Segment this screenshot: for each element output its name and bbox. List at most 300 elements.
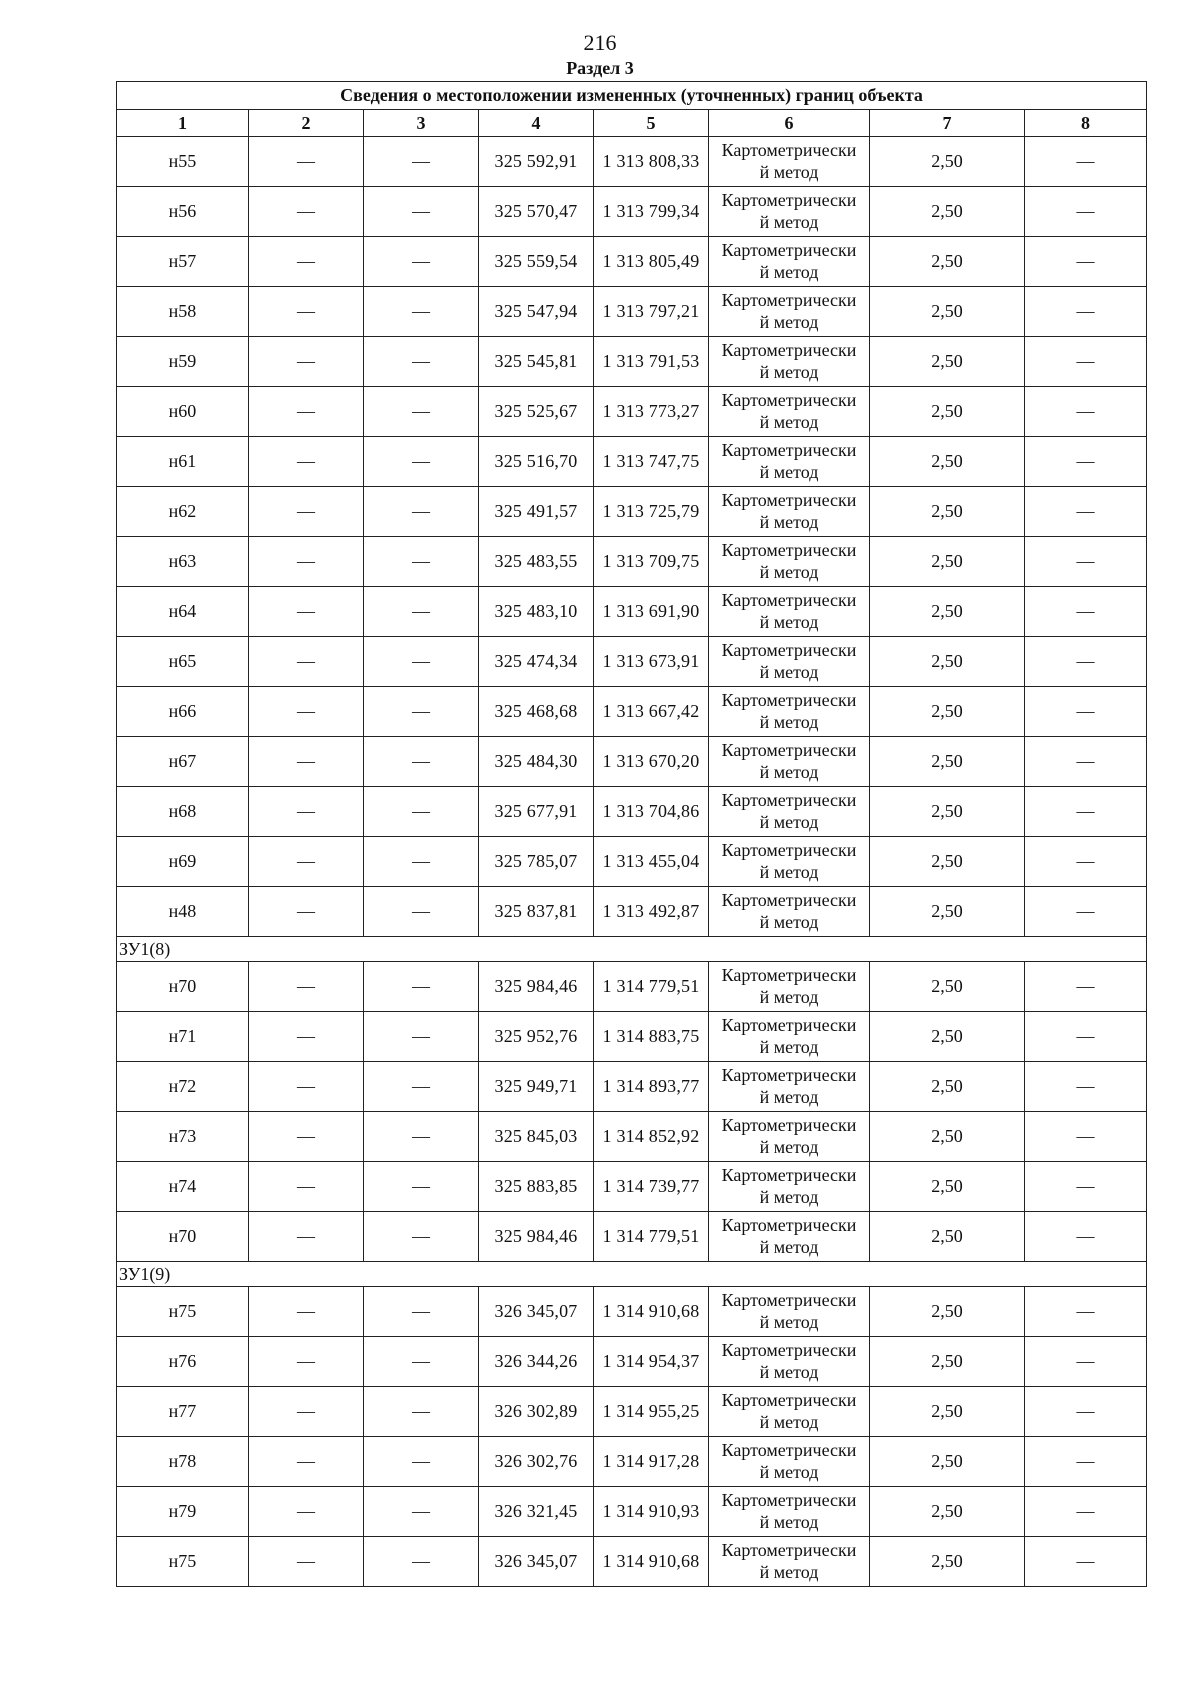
x-coordinate-cell: 325 484,30 <box>479 737 594 787</box>
method-cell <box>709 1487 870 1537</box>
dash-cell: — <box>1025 387 1147 437</box>
method-line-1: Картометрически <box>721 489 857 510</box>
dash-cell: — <box>249 1012 364 1062</box>
point-cell: н79 <box>117 1487 249 1537</box>
dash-cell: — <box>1025 287 1147 337</box>
x-coordinate-cell: 325 677,91 <box>479 787 594 837</box>
accuracy-cell: 2,50 <box>870 1012 1025 1062</box>
dash-cell: — <box>364 537 479 587</box>
x-coordinate-cell: 325 525,67 <box>479 387 594 437</box>
method-cell <box>709 1012 870 1062</box>
accuracy-cell: 2,50 <box>870 337 1025 387</box>
group-row <box>117 937 1147 962</box>
column-number: 4 <box>479 110 594 137</box>
accuracy-cell: 2,50 <box>870 287 1025 337</box>
point-cell: н68 <box>117 787 249 837</box>
dash-cell: — <box>364 1387 479 1437</box>
x-coordinate-cell: 325 883,85 <box>479 1162 594 1212</box>
dash-cell: — <box>1025 737 1147 787</box>
table-row <box>117 887 1147 937</box>
accuracy-cell: 2,50 <box>870 537 1025 587</box>
group-row <box>117 1262 1147 1287</box>
point-cell: н67 <box>117 737 249 787</box>
method-line-2: й метод <box>759 986 819 1007</box>
y-coordinate-cell: 1 313 709,75 <box>594 537 709 587</box>
accuracy-cell: 2,50 <box>870 1062 1025 1112</box>
dash-cell: — <box>1025 887 1147 937</box>
dash-cell: — <box>364 887 479 937</box>
table-row <box>117 837 1147 887</box>
y-coordinate-cell: 1 314 779,51 <box>594 1212 709 1262</box>
method-cell <box>709 787 870 837</box>
point-cell: н78 <box>117 1437 249 1487</box>
method-cell <box>709 587 870 637</box>
x-coordinate-cell: 325 474,34 <box>479 637 594 687</box>
dash-cell: — <box>249 687 364 737</box>
method-line-2: й метод <box>759 1136 819 1157</box>
dash-cell: — <box>249 837 364 887</box>
accuracy-cell: 2,50 <box>870 687 1025 737</box>
dash-cell: — <box>249 1537 364 1587</box>
method-line-2: й метод <box>759 161 819 182</box>
point-cell: н70 <box>117 962 249 1012</box>
table-row <box>117 1062 1147 1112</box>
table-row <box>117 337 1147 387</box>
method-line-1: Картометрически <box>721 1164 857 1185</box>
method-line-1: Картометрически <box>721 789 857 810</box>
method-line-2: й метод <box>759 261 819 282</box>
method-line-2: й метод <box>759 611 819 632</box>
column-number: 8 <box>1025 110 1147 137</box>
dash-cell: — <box>249 237 364 287</box>
y-coordinate-cell: 1 313 673,91 <box>594 637 709 687</box>
method-cell <box>709 1287 870 1337</box>
method-line-1: Картометрически <box>721 389 857 410</box>
point-cell: н74 <box>117 1162 249 1212</box>
dash-cell: — <box>364 487 479 537</box>
dash-cell: — <box>364 187 479 237</box>
method-line-1: Картометрически <box>721 539 857 560</box>
method-line-2: й метод <box>759 411 819 432</box>
method-line-2: й метод <box>759 711 819 732</box>
x-coordinate-cell: 325 545,81 <box>479 337 594 387</box>
method-line-2: й метод <box>759 1361 819 1382</box>
method-cell <box>709 187 870 237</box>
y-coordinate-cell: 1 313 797,21 <box>594 287 709 337</box>
table-row <box>117 1287 1147 1337</box>
dash-cell: — <box>1025 1212 1147 1262</box>
dash-cell: — <box>249 787 364 837</box>
method-line-2: й метод <box>759 1036 819 1057</box>
dash-cell: — <box>1025 537 1147 587</box>
dash-cell: — <box>364 637 479 687</box>
x-coordinate-cell: 326 302,89 <box>479 1387 594 1437</box>
method-line-1: Картометрически <box>721 1014 857 1035</box>
accuracy-cell: 2,50 <box>870 437 1025 487</box>
table-row <box>117 1337 1147 1387</box>
x-coordinate-cell: 325 516,70 <box>479 437 594 487</box>
method-line-1: Картометрически <box>721 964 857 985</box>
x-coordinate-cell: 326 345,07 <box>479 1287 594 1337</box>
dash-cell: — <box>364 1112 479 1162</box>
dash-cell: — <box>364 787 479 837</box>
accuracy-cell: 2,50 <box>870 137 1025 187</box>
method-line-1: Картометрически <box>721 1439 857 1460</box>
column-number-row <box>117 110 1147 137</box>
method-cell <box>709 537 870 587</box>
dash-cell: — <box>1025 1387 1147 1437</box>
table-body <box>117 82 1147 1587</box>
point-cell: н59 <box>117 337 249 387</box>
point-cell: н62 <box>117 487 249 537</box>
y-coordinate-cell: 1 314 739,77 <box>594 1162 709 1212</box>
column-number: 1 <box>117 110 249 137</box>
y-coordinate-cell: 1 313 455,04 <box>594 837 709 887</box>
point-cell: н70 <box>117 1212 249 1262</box>
method-cell <box>709 1437 870 1487</box>
dash-cell: — <box>1025 1112 1147 1162</box>
method-line-2: й метод <box>759 1186 819 1207</box>
dash-cell: — <box>249 1212 364 1262</box>
method-line-2: й метод <box>759 911 819 932</box>
table-row <box>117 1487 1147 1537</box>
point-cell: н61 <box>117 437 249 487</box>
method-line-2: й метод <box>759 1511 819 1532</box>
table-row <box>117 1162 1147 1212</box>
x-coordinate-cell: 326 345,07 <box>479 1537 594 1587</box>
table-row <box>117 737 1147 787</box>
accuracy-cell: 2,50 <box>870 1337 1025 1387</box>
dash-cell: — <box>249 137 364 187</box>
x-coordinate-cell: 326 302,76 <box>479 1437 594 1487</box>
page-number: 216 <box>583 30 617 55</box>
group-label: ЗУ1(9) <box>117 1262 1147 1287</box>
method-cell <box>709 737 870 787</box>
method-line-2: й метод <box>759 861 819 882</box>
table-row <box>117 237 1147 287</box>
accuracy-cell: 2,50 <box>870 387 1025 437</box>
group-label: ЗУ1(8) <box>117 937 1147 962</box>
table-caption-row <box>117 82 1147 110</box>
accuracy-cell: 2,50 <box>870 887 1025 937</box>
method-cell <box>709 1537 870 1587</box>
dash-cell: — <box>249 387 364 437</box>
accuracy-cell: 2,50 <box>870 1112 1025 1162</box>
y-coordinate-cell: 1 314 779,51 <box>594 962 709 1012</box>
dash-cell: — <box>249 537 364 587</box>
dash-cell: — <box>1025 1437 1147 1487</box>
accuracy-cell: 2,50 <box>870 1487 1025 1537</box>
table-row <box>117 1112 1147 1162</box>
y-coordinate-cell: 1 314 954,37 <box>594 1337 709 1387</box>
y-coordinate-cell: 1 313 791,53 <box>594 337 709 387</box>
method-line-2: й метод <box>759 1561 819 1582</box>
dash-cell: — <box>364 1162 479 1212</box>
x-coordinate-cell: 325 837,81 <box>479 887 594 937</box>
table-row <box>117 537 1147 587</box>
accuracy-cell: 2,50 <box>870 1287 1025 1337</box>
point-cell: н75 <box>117 1537 249 1587</box>
dash-cell: — <box>1025 1287 1147 1337</box>
dash-cell: — <box>1025 487 1147 537</box>
point-cell: н65 <box>117 637 249 687</box>
method-line-1: Картометрически <box>721 439 857 460</box>
table-row <box>117 787 1147 837</box>
dash-cell: — <box>1025 337 1147 387</box>
table-row <box>117 387 1147 437</box>
method-line-2: й метод <box>759 811 819 832</box>
accuracy-cell: 2,50 <box>870 237 1025 287</box>
method-line-1: Картометрически <box>721 189 857 210</box>
dash-cell: — <box>249 1437 364 1487</box>
method-line-2: й метод <box>759 561 819 582</box>
point-cell: н55 <box>117 137 249 187</box>
table-caption: Сведения о местоположении измененных (уточненных) границ объекта <box>117 82 1147 110</box>
y-coordinate-cell: 1 313 773,27 <box>594 387 709 437</box>
x-coordinate-cell: 325 468,68 <box>479 687 594 737</box>
dash-cell: — <box>364 337 479 387</box>
accuracy-cell: 2,50 <box>870 1212 1025 1262</box>
table-row <box>117 637 1147 687</box>
y-coordinate-cell: 1 313 667,42 <box>594 687 709 737</box>
boundary-coordinates-table <box>116 81 1147 1587</box>
dash-cell: — <box>1025 687 1147 737</box>
x-coordinate-cell: 325 984,46 <box>479 1212 594 1262</box>
accuracy-cell: 2,50 <box>870 787 1025 837</box>
dash-cell: — <box>1025 187 1147 237</box>
x-coordinate-cell: 325 952,76 <box>479 1012 594 1062</box>
method-line-1: Картометрически <box>721 1064 857 1085</box>
method-line-1: Картометрически <box>721 1214 857 1235</box>
method-line-1: Картометрически <box>721 1489 857 1510</box>
y-coordinate-cell: 1 313 704,86 <box>594 787 709 837</box>
x-coordinate-cell: 325 592,91 <box>479 137 594 187</box>
dash-cell: — <box>364 837 479 887</box>
method-cell <box>709 387 870 437</box>
dash-cell: — <box>249 587 364 637</box>
method-line-1: Картометрически <box>721 1339 857 1360</box>
table-row <box>117 487 1147 537</box>
x-coordinate-cell: 325 570,47 <box>479 187 594 237</box>
column-number: 5 <box>594 110 709 137</box>
dash-cell: — <box>249 1062 364 1112</box>
dash-cell: — <box>1025 787 1147 837</box>
dash-cell: — <box>1025 1537 1147 1587</box>
table-row <box>117 187 1147 237</box>
y-coordinate-cell: 1 314 917,28 <box>594 1437 709 1487</box>
dash-cell: — <box>249 637 364 687</box>
table-row <box>117 687 1147 737</box>
dash-cell: — <box>1025 1337 1147 1387</box>
dash-cell: — <box>364 1537 479 1587</box>
x-coordinate-cell: 325 785,07 <box>479 837 594 887</box>
accuracy-cell: 2,50 <box>870 1162 1025 1212</box>
dash-cell: — <box>364 1437 479 1487</box>
method-line-2: й метод <box>759 311 819 332</box>
accuracy-cell: 2,50 <box>870 1437 1025 1487</box>
accuracy-cell: 2,50 <box>870 837 1025 887</box>
method-cell <box>709 687 870 737</box>
table-row <box>117 1437 1147 1487</box>
dash-cell: — <box>364 737 479 787</box>
y-coordinate-cell: 1 313 670,20 <box>594 737 709 787</box>
point-cell: н64 <box>117 587 249 637</box>
table-row <box>117 437 1147 487</box>
dash-cell: — <box>1025 637 1147 687</box>
method-line-1: Картометрически <box>721 289 857 310</box>
dash-cell: — <box>364 687 479 737</box>
dash-cell: — <box>1025 962 1147 1012</box>
dash-cell: — <box>364 287 479 337</box>
accuracy-cell: 2,50 <box>870 737 1025 787</box>
dash-cell: — <box>364 1337 479 1387</box>
method-line-1: Картометрически <box>721 889 857 910</box>
dash-cell: — <box>249 287 364 337</box>
dash-cell: — <box>1025 1062 1147 1112</box>
accuracy-cell: 2,50 <box>870 587 1025 637</box>
point-cell: н48 <box>117 887 249 937</box>
table-row <box>117 587 1147 637</box>
x-coordinate-cell: 325 984,46 <box>479 962 594 1012</box>
dash-cell: — <box>364 587 479 637</box>
method-line-1: Картометрически <box>721 239 857 260</box>
method-cell <box>709 487 870 537</box>
dash-cell: — <box>364 1062 479 1112</box>
x-coordinate-cell: 325 483,10 <box>479 587 594 637</box>
method-line-1: Картометрически <box>721 639 857 660</box>
method-line-2: й метод <box>759 661 819 682</box>
method-cell <box>709 1162 870 1212</box>
accuracy-cell: 2,50 <box>870 1387 1025 1437</box>
dash-cell: — <box>249 187 364 237</box>
dash-cell: — <box>1025 837 1147 887</box>
method-line-1: Картометрически <box>721 1389 857 1410</box>
dash-cell: — <box>1025 1487 1147 1537</box>
method-line-1: Картометрически <box>721 739 857 760</box>
y-coordinate-cell: 1 314 955,25 <box>594 1387 709 1437</box>
column-number: 6 <box>709 110 870 137</box>
accuracy-cell: 2,50 <box>870 637 1025 687</box>
dash-cell: — <box>249 1287 364 1337</box>
y-coordinate-cell: 1 313 492,87 <box>594 887 709 937</box>
accuracy-cell: 2,50 <box>870 1537 1025 1587</box>
dash-cell: — <box>364 1287 479 1337</box>
y-coordinate-cell: 1 314 910,68 <box>594 1287 709 1337</box>
x-coordinate-cell: 326 344,26 <box>479 1337 594 1387</box>
method-line-2: й метод <box>759 361 819 382</box>
point-cell: н69 <box>117 837 249 887</box>
dash-cell: — <box>249 1487 364 1537</box>
method-line-1: Картометрически <box>721 339 857 360</box>
method-line-2: й метод <box>759 461 819 482</box>
y-coordinate-cell: 1 313 808,33 <box>594 137 709 187</box>
point-cell: н58 <box>117 287 249 337</box>
point-cell: н72 <box>117 1062 249 1112</box>
y-coordinate-cell: 1 314 893,77 <box>594 1062 709 1112</box>
y-coordinate-cell: 1 313 805,49 <box>594 237 709 287</box>
y-coordinate-cell: 1 313 799,34 <box>594 187 709 237</box>
y-coordinate-cell: 1 314 910,93 <box>594 1487 709 1537</box>
x-coordinate-cell: 325 949,71 <box>479 1062 594 1112</box>
method-cell <box>709 1062 870 1112</box>
dash-cell: — <box>1025 1012 1147 1062</box>
method-line-2: й метод <box>759 1311 819 1332</box>
table-row <box>117 1387 1147 1437</box>
method-cell <box>709 837 870 887</box>
method-line-2: й метод <box>759 1086 819 1107</box>
dash-cell: — <box>1025 1162 1147 1212</box>
dash-cell: — <box>1025 237 1147 287</box>
method-cell <box>709 962 870 1012</box>
point-cell: н60 <box>117 387 249 437</box>
point-cell: н76 <box>117 1337 249 1387</box>
table-row <box>117 1537 1147 1587</box>
method-cell <box>709 1212 870 1262</box>
y-coordinate-cell: 1 313 691,90 <box>594 587 709 637</box>
dash-cell: — <box>1025 437 1147 487</box>
method-cell <box>709 1112 870 1162</box>
table-row <box>117 287 1147 337</box>
x-coordinate-cell: 325 845,03 <box>479 1112 594 1162</box>
method-line-1: Картометрически <box>721 1289 857 1310</box>
method-cell <box>709 237 870 287</box>
dash-cell: — <box>364 437 479 487</box>
method-line-2: й метод <box>759 761 819 782</box>
column-number: 7 <box>870 110 1025 137</box>
dash-cell: — <box>364 1487 479 1537</box>
column-number: 3 <box>364 110 479 137</box>
accuracy-cell: 2,50 <box>870 187 1025 237</box>
method-line-1: Картометрически <box>721 139 857 160</box>
method-line-2: й метод <box>759 211 819 232</box>
accuracy-cell: 2,50 <box>870 487 1025 537</box>
point-cell: н71 <box>117 1012 249 1062</box>
x-coordinate-cell: 326 321,45 <box>479 1487 594 1537</box>
method-line-1: Картометрически <box>721 689 857 710</box>
table-row <box>117 1012 1147 1062</box>
dash-cell: — <box>249 1337 364 1387</box>
dash-cell: — <box>1025 137 1147 187</box>
method-cell <box>709 887 870 937</box>
y-coordinate-cell: 1 314 883,75 <box>594 1012 709 1062</box>
method-cell <box>709 1387 870 1437</box>
point-cell: н77 <box>117 1387 249 1437</box>
y-coordinate-cell: 1 314 852,92 <box>594 1112 709 1162</box>
dash-cell: — <box>364 237 479 287</box>
point-cell: н66 <box>117 687 249 737</box>
method-cell <box>709 637 870 687</box>
point-cell: н75 <box>117 1287 249 1337</box>
x-coordinate-cell: 325 491,57 <box>479 487 594 537</box>
dash-cell: — <box>249 337 364 387</box>
method-cell <box>709 137 870 187</box>
method-line-2: й метод <box>759 511 819 532</box>
method-line-1: Картометрически <box>721 589 857 610</box>
method-cell <box>709 437 870 487</box>
dash-cell: — <box>364 387 479 437</box>
method-cell <box>709 1337 870 1387</box>
dash-cell: — <box>249 437 364 487</box>
dash-cell: — <box>249 1112 364 1162</box>
method-line-1: Картометрически <box>721 1114 857 1135</box>
point-cell: н56 <box>117 187 249 237</box>
method-cell <box>709 337 870 387</box>
y-coordinate-cell: 1 313 725,79 <box>594 487 709 537</box>
method-line-2: й метод <box>759 1411 819 1432</box>
table-row <box>117 137 1147 187</box>
dash-cell: — <box>249 487 364 537</box>
dash-cell: — <box>249 1162 364 1212</box>
